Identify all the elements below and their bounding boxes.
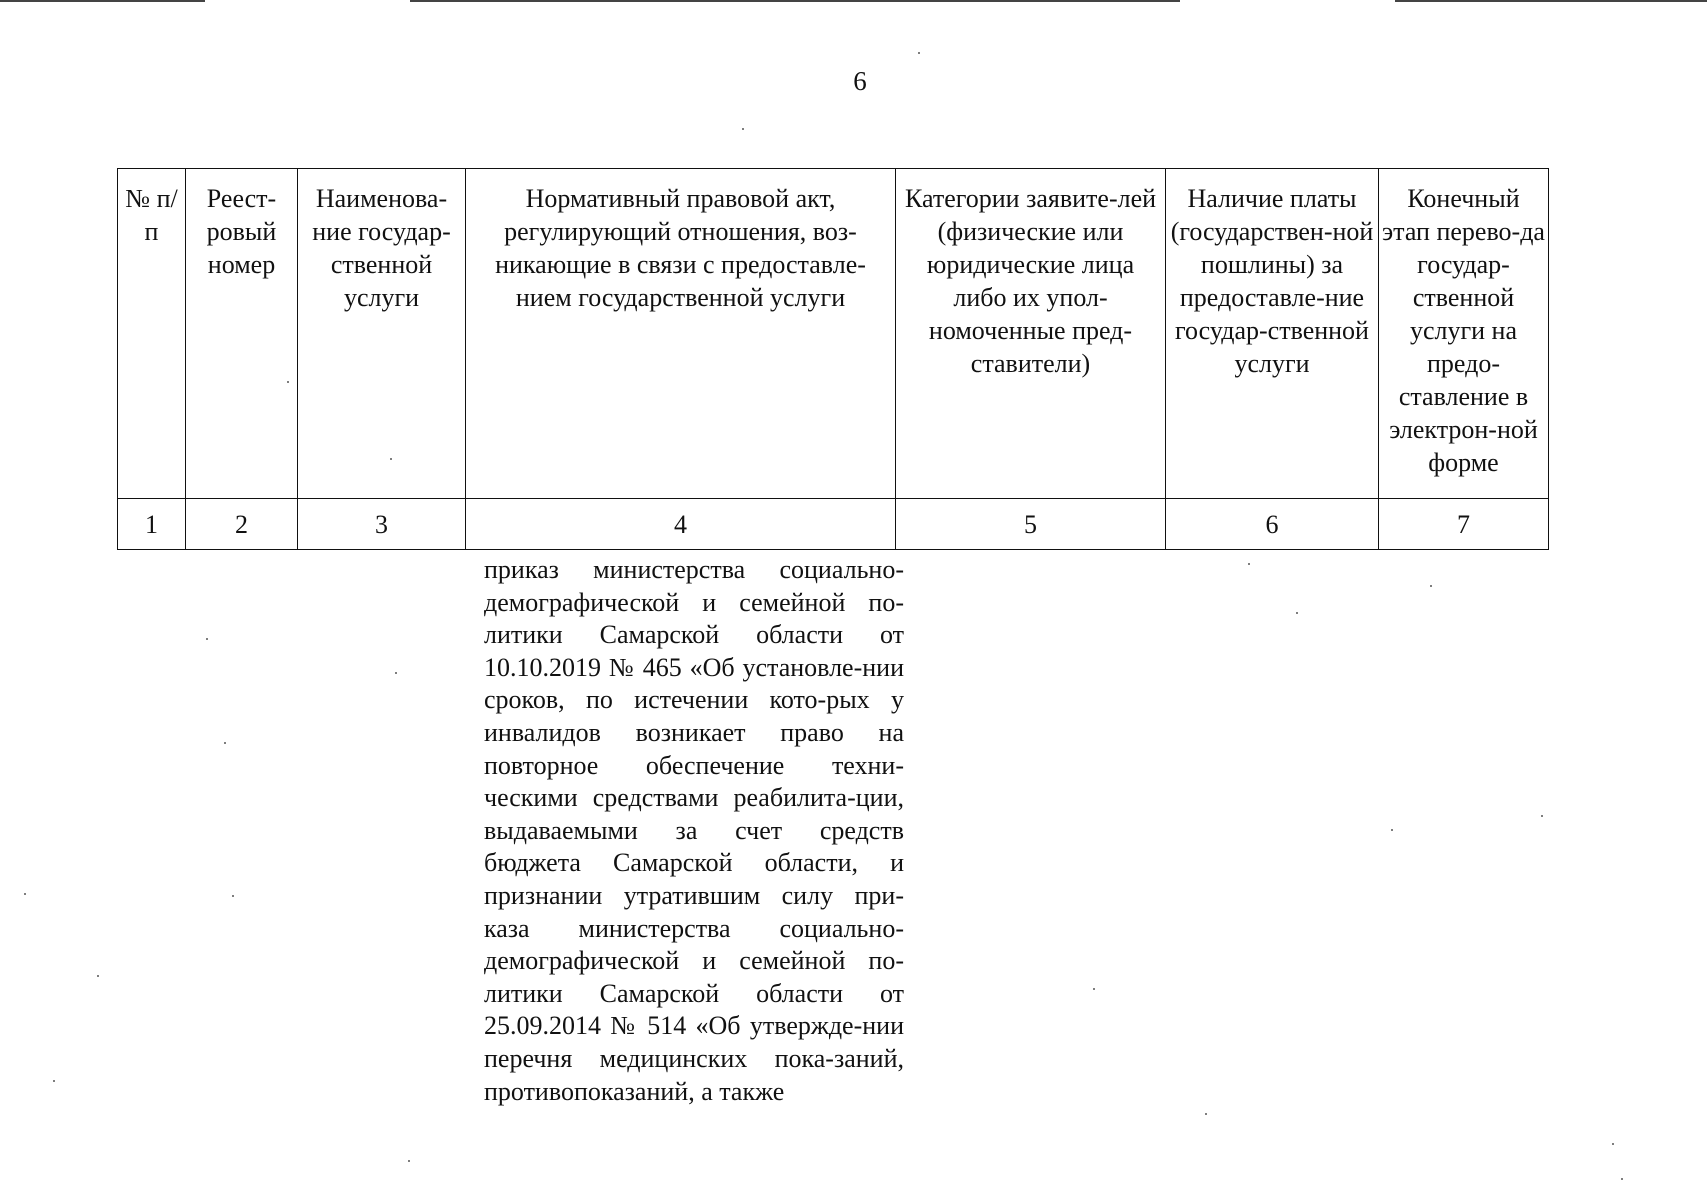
header-cell-service-name: Наименова-ние государ-ственной услуги: [298, 169, 466, 499]
header-cell-number: № п/п: [118, 169, 186, 499]
services-table: [117, 168, 1549, 550]
header-cell-legal-act: Нормативный правовой акт, регулирующий отношения, воз-никающие в связи с предоставле-нием государственной услуги: [466, 169, 896, 499]
header-cell-electronic-stage: Конечный этап перево-да государ-ственной услуги на предо-ставление в электрон-ной форме: [1379, 169, 1549, 499]
scan-edge-middle: [410, 0, 1180, 2]
column-number-cell: 4: [466, 499, 896, 550]
table-header-row: [118, 169, 1549, 499]
scan-speck: [1093, 988, 1095, 990]
column-number-cell: 3: [298, 499, 466, 550]
column-number-row: [118, 499, 1549, 550]
scan-speck: [918, 52, 920, 54]
scan-speck: [1541, 815, 1543, 817]
scan-speck: [97, 975, 99, 977]
scan-speck: [1621, 1178, 1623, 1180]
legal-act-text: приказ министерства социально-демографической и семейной по-литики Самарской области от 10.10.2019 № 465 «Об установле-нии сроков, по истечении кото-рых у инвалидов возникает право на повторное обеспечение техни-ческими средствами реабилита-ции, выдаваемыми за счет средств бюджета Самарской области, и признании утратившим силу при-каза министерства социально-демографической и семейной по-литики Самарской области от 25.09.2014 № 514 «Об утвержде-нии перечня медицинских пока-заний, противопоказаний, а также: [484, 555, 904, 1106]
scan-speck: [206, 638, 208, 640]
scan-speck: [408, 1160, 410, 1162]
scan-speck: [53, 1080, 55, 1082]
header-cell-fee: Наличие платы (государствен-ной пошлины) за предоставле-ние государ-ственной услуги: [1166, 169, 1379, 499]
scan-speck: [1612, 1143, 1614, 1145]
scan-speck: [390, 458, 392, 460]
scan-speck: [742, 128, 744, 130]
scan-speck: [24, 893, 26, 895]
scan-speck: [287, 381, 289, 383]
scan-speck: [1430, 585, 1432, 587]
scan-speck: [1296, 612, 1298, 614]
scan-speck: [1205, 1113, 1207, 1115]
scan-speck: [232, 895, 234, 897]
scan-edge-left: [0, 0, 205, 2]
column-number-cell: 6: [1166, 499, 1379, 550]
scan-speck: [1248, 563, 1250, 565]
column-number-cell: 7: [1379, 499, 1549, 550]
column-number-cell: 1: [118, 499, 186, 550]
header-cell-registry: Реест-ровый номер: [186, 169, 298, 499]
scan-edge-right: [1395, 0, 1707, 2]
column-number-cell: 5: [896, 499, 1166, 550]
scan-speck: [1391, 829, 1393, 831]
column-number-cell: 2: [186, 499, 298, 550]
page-number: 6: [853, 66, 867, 96]
scan-speck: [395, 672, 397, 674]
header-cell-applicants: Категории заявите-лей (физические или юридические лица либо их упол-номоченные пред-ставители): [896, 169, 1166, 499]
scan-speck: [224, 742, 226, 744]
